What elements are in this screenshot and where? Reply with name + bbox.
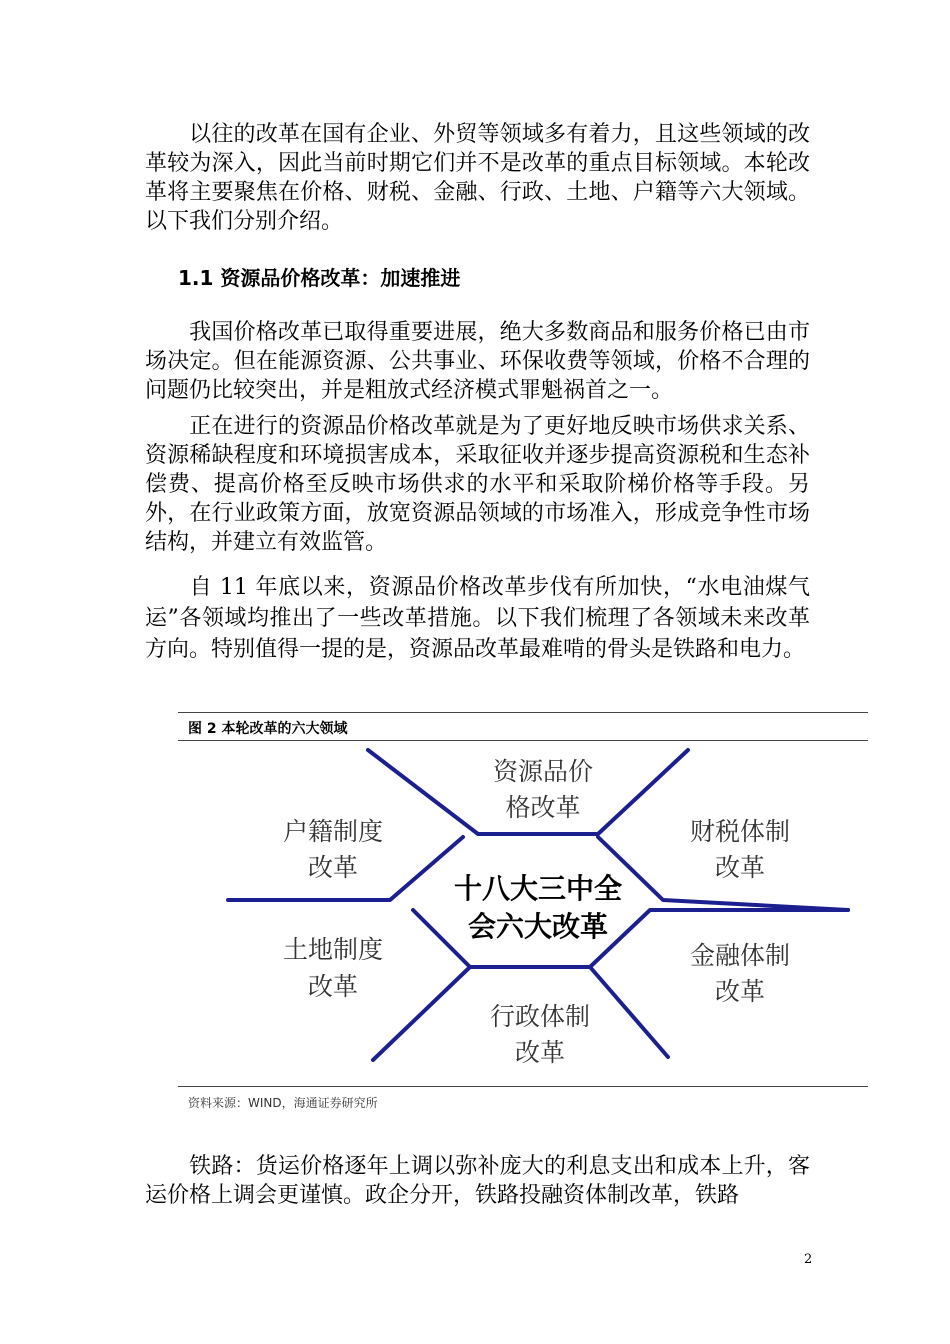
- admin-reform-label-line2: 改革: [514, 1038, 566, 1067]
- price-reform-paragraph: 我国价格改革已取得重要进展，绝大多数商品和服务价格已由市场决定。但在能源资源、公共事业、环保收费等领域，价格不合理的问题仍比较突出，并是粗放式经济模式罪魁祸首之一。: [145, 320, 810, 403]
- center-title: 十八大三中全: [453, 872, 623, 905]
- resource-reform-paragraph: 正在进行的资源品价格改革就是为了更好地反映市场供求关系、资源稀缺程度和环境损害成本，采取征收并逐步提高资源税和生态补偿费、提高价格至反映市场供求的水平和采取阶梯价格等手段。另外，在行业政策方面，放宽资源品领域的市场准入，形成竞争性市场结构，并建立有效监管。: [145, 414, 810, 555]
- railway-paragraph: 铁路：货运价格逐年上调以弥补庞大的利息支出和成本上升，客运价格上调会更谨慎。政企分开，铁路投融资体制改革，铁路: [145, 1154, 810, 1208]
- land-reform-label: 土地制度: [282, 935, 384, 964]
- lower-left-connector: [373, 910, 470, 1060]
- center-title-line2: 会六大改革: [467, 910, 609, 943]
- finance-reform-label: 金融体制: [689, 941, 791, 970]
- section-heading: 1.1 资源品价格改革：加速推进: [178, 266, 461, 290]
- fiscal-reform-label: 财税体制: [689, 817, 791, 846]
- land-reform-label-line2: 改革: [307, 972, 359, 1001]
- six-areas-figure: [178, 712, 868, 1122]
- admin-reform-label: 行政体制: [489, 1002, 591, 1031]
- resource-price-reform-label: 资源品价: [492, 757, 594, 786]
- bottom-right-connector: [590, 967, 668, 1057]
- hukou-reform-label-line2: 改革: [307, 853, 359, 882]
- fiscal-reform-label-line2: 改革: [714, 853, 766, 882]
- intro-paragraph: 以往的改革在国有企业、外贸等领域多有着力，且这些领域的改革较为深入，因此当前时期它们并不是改革的重点目标领域。本轮改革将主要聚焦在价格、财税、金融、行政、土地、户籍等六大领域。以下我们分别介绍。: [145, 122, 810, 234]
- page-number: 2: [804, 1252, 813, 1267]
- figure-caption: 图 2 本轮改革的六大领域: [188, 721, 348, 737]
- reform-diagram: [178, 712, 868, 1087]
- hukou-reform-label: 户籍制度: [282, 817, 384, 846]
- reform-pace-paragraph: 自 11 年底以来，资源品价格改革步伐有所加快，“水电油煤气运”各领域均推出了一些改革措施。以下我们梳理了各领域未来改革方向。特别值得一提的是，资源品改革最难啃的骨头是铁路和电力。: [145, 575, 810, 662]
- figure-source: 资料来源：WIND，海通证券研究所: [188, 1096, 378, 1110]
- resource-price-reform-label-line2: 格改革: [505, 793, 581, 822]
- figure-bottom-rule: [178, 1086, 868, 1087]
- finance-reform-label-line2: 改革: [714, 977, 766, 1006]
